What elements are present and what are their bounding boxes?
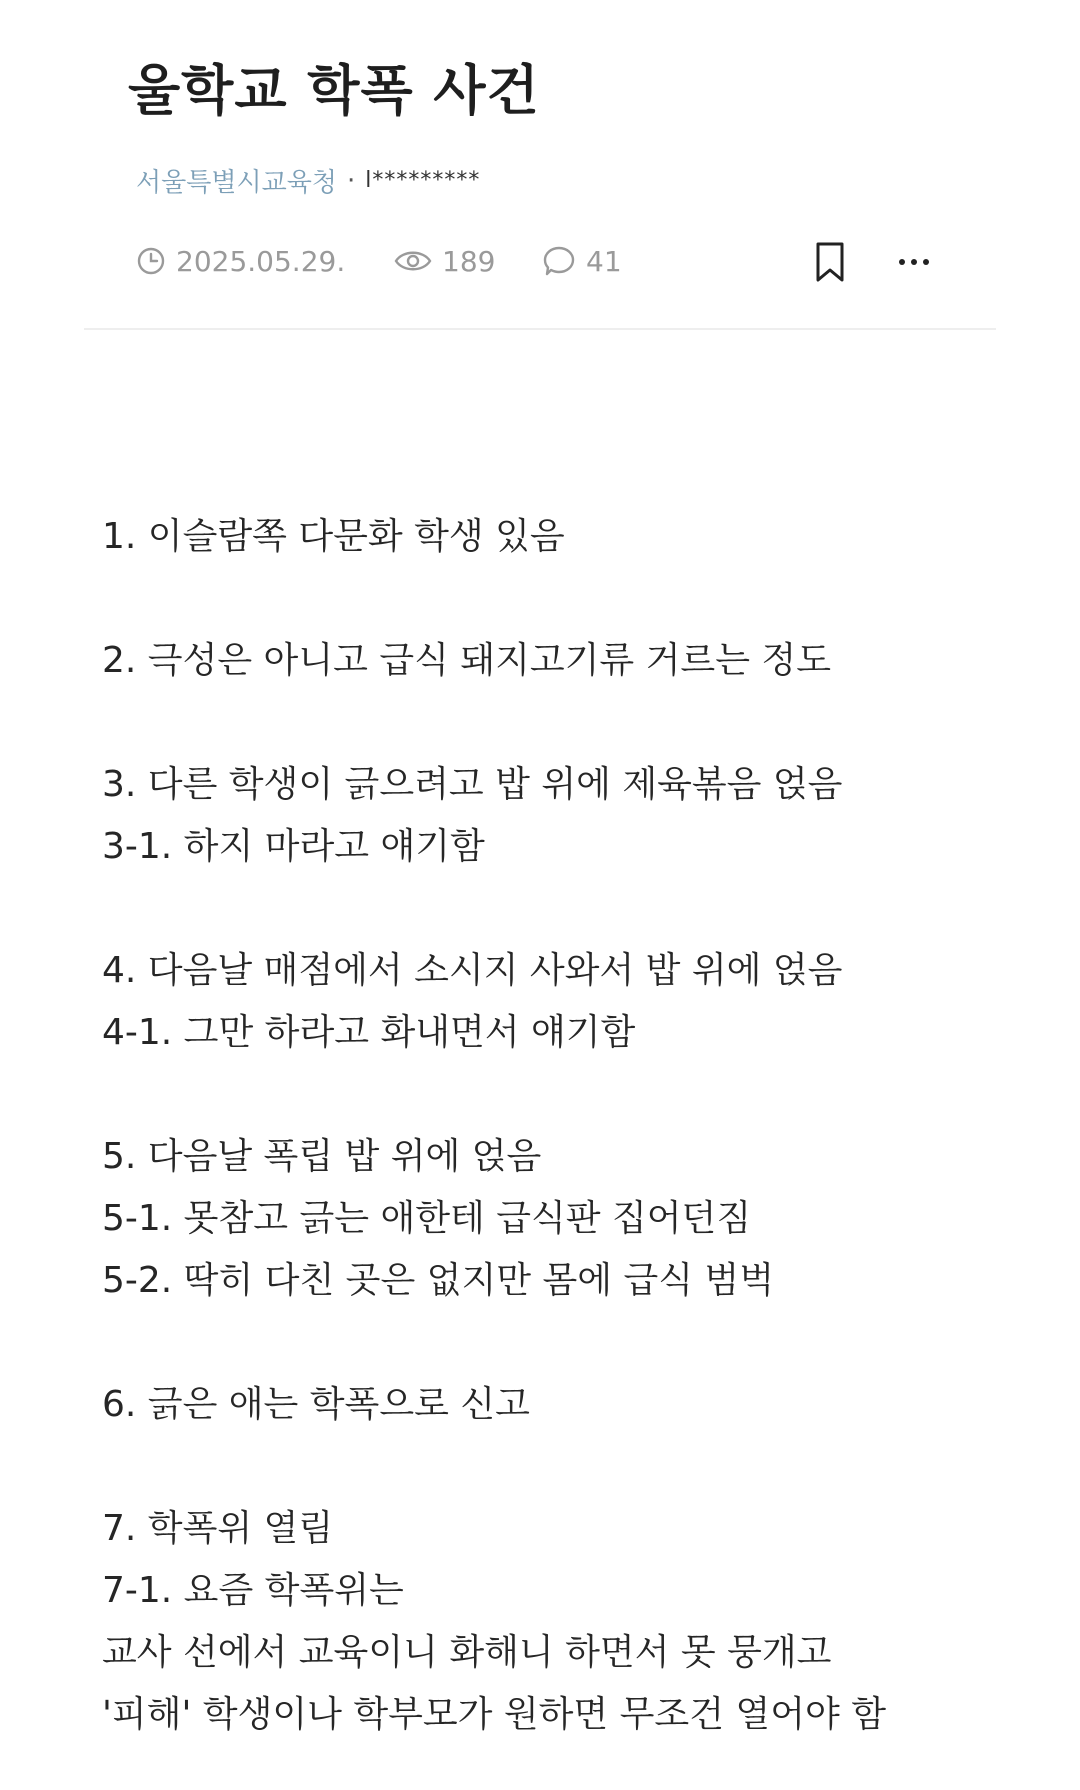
body-line-2: 2. 극성은 아니고 급식 돼지고기류 거르는 정도 (102, 640, 831, 681)
post-date (136, 245, 394, 278)
author-name[interactable]: 서울특별시교육청 (136, 168, 337, 198)
body-line-7-1: 7-1. 요즘 학폭위는 (102, 1570, 404, 1611)
body-line-7-3: '피해' 학생이나 학부모가 원하면 무조건 열어야 함 (102, 1694, 886, 1735)
eye-icon (394, 247, 432, 275)
body-line-5: 5. 다음날 폭립 밥 위에 얹음 (102, 1136, 542, 1177)
body-line-6: 6. 긁은 애는 학폭으로 신고 (102, 1384, 530, 1425)
comment-count-value: 41 (586, 244, 622, 278)
post-body (102, 506, 1042, 1746)
post-byline (136, 162, 480, 199)
bookmark-icon (810, 269, 850, 288)
body-line-7: 7. 학폭위 열림 (102, 1508, 334, 1549)
byline-separator: · (346, 165, 356, 196)
comment-bubble-icon (542, 245, 576, 277)
clock-icon (136, 246, 166, 276)
bookmark-button[interactable] (810, 240, 850, 284)
header-divider (84, 328, 996, 330)
body-line-4: 4. 다음날 매점에서 소시지 사와서 밥 위에 얹음 (102, 950, 843, 991)
body-line-5-1: 5-1. 못참고 긁는 애한테 급식판 집어던짐 (102, 1198, 752, 1239)
view-count-value: 189 (442, 244, 496, 278)
post-date-value: 2025.05.29. (176, 244, 346, 278)
post-title: 울학교 학폭 사건 (128, 59, 540, 122)
more-dots-icon (892, 265, 936, 284)
view-count (394, 245, 542, 278)
body-line-3: 3. 다른 학생이 긁으려고 밥 위에 제육볶음 얹음 (102, 764, 843, 805)
comment-count[interactable] (542, 245, 812, 278)
body-line-4-1: 4-1. 그만 하라고 화내면서 얘기함 (102, 1012, 636, 1053)
body-line-7-2: 교사 선에서 교육이니 화해니 하면서 못 뭉개고 (102, 1632, 832, 1673)
more-options-button[interactable] (892, 244, 936, 280)
body-line-5-2: 5-2. 딱히 다친 곳은 없지만 몸에 급식 범벅 (102, 1260, 774, 1301)
body-line-3-1: 3-1. 하지 마라고 얘기함 (102, 826, 485, 867)
user-id: l********* (365, 168, 481, 193)
body-line-1: 1. 이슬람쪽 다문화 학생 있음 (102, 516, 565, 557)
